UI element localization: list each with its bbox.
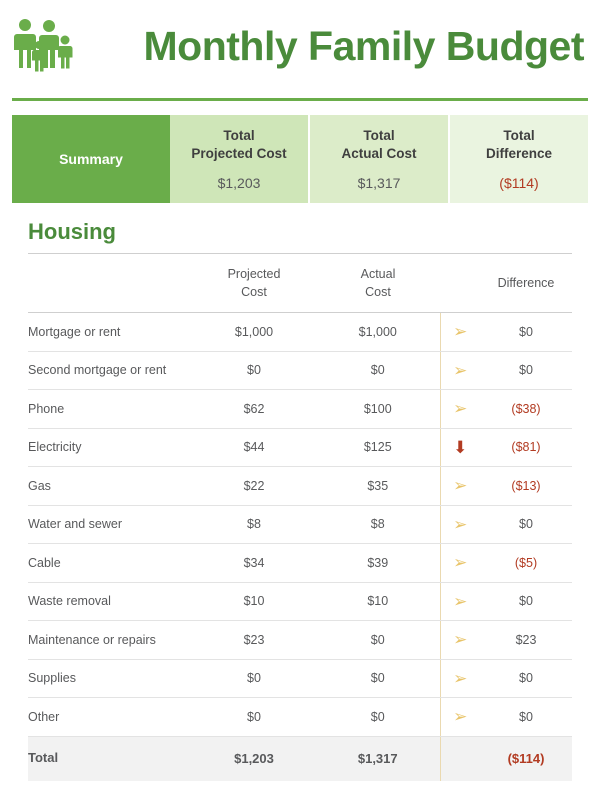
row-actual-value: $35 bbox=[316, 467, 440, 506]
total-projected-value: $1,203 bbox=[192, 736, 316, 781]
arrow-right-icon: ➢ bbox=[440, 698, 480, 737]
header-divider bbox=[12, 98, 588, 101]
row-difference-value: ($81) bbox=[480, 428, 572, 467]
row-actual-value: $0 bbox=[316, 621, 440, 660]
total-actual-value: $1,317 bbox=[316, 736, 440, 781]
table-row bbox=[28, 544, 572, 583]
page-title: Monthly Family Budget bbox=[143, 22, 584, 69]
summary-head-line2: Difference bbox=[485, 146, 553, 162]
row-difference-value: $0 bbox=[480, 351, 572, 390]
row-item-label: Maintenance or repairs bbox=[28, 621, 192, 660]
row-item-label: Supplies bbox=[28, 659, 192, 698]
row-difference-value: ($13) bbox=[480, 467, 572, 506]
summary-total-actual-head bbox=[341, 127, 416, 163]
table-row bbox=[28, 582, 572, 621]
column-header-arrow-spacer bbox=[440, 254, 480, 313]
table-row bbox=[28, 428, 572, 467]
row-actual-value: $0 bbox=[316, 659, 440, 698]
row-item-label: Phone bbox=[28, 390, 192, 429]
arrow-down-icon: ⬇ bbox=[440, 428, 480, 467]
table-row bbox=[28, 467, 572, 506]
summary-head-line1: Total bbox=[223, 128, 255, 143]
arrow-right-icon: ➢ bbox=[440, 544, 480, 583]
summary-head-line2: Actual Cost bbox=[341, 146, 417, 162]
row-item-label: Waste removal bbox=[28, 582, 192, 621]
summary-total-difference-value: ($114) bbox=[499, 175, 539, 192]
row-projected-value: $0 bbox=[192, 659, 316, 698]
total-label: Total bbox=[28, 736, 192, 781]
summary-total-projected bbox=[170, 115, 310, 203]
row-difference-value: ($5) bbox=[480, 544, 572, 583]
summary-head-line1: Total bbox=[503, 128, 535, 143]
row-item-label: Cable bbox=[28, 544, 192, 583]
row-item-label: Water and sewer bbox=[28, 505, 192, 544]
summary-total-difference-head bbox=[486, 127, 552, 163]
row-difference-value: $0 bbox=[480, 505, 572, 544]
column-header-difference: Difference bbox=[480, 254, 572, 313]
table-row bbox=[28, 505, 572, 544]
arrow-right-icon: ➢ bbox=[440, 467, 480, 506]
column-header-item bbox=[28, 254, 192, 313]
summary-label: Summary bbox=[12, 115, 170, 203]
summary-total-actual bbox=[310, 115, 450, 203]
row-actual-value: $1,000 bbox=[316, 313, 440, 352]
table-row bbox=[28, 351, 572, 390]
arrow-right-icon: ➢ bbox=[440, 390, 480, 429]
column-header-projected-line1: Projected bbox=[227, 266, 281, 281]
column-header-projected bbox=[192, 254, 316, 313]
row-item-label: Mortgage or rent bbox=[28, 313, 192, 352]
total-difference-value: ($114) bbox=[480, 736, 572, 781]
row-projected-value: $10 bbox=[192, 582, 316, 621]
row-projected-value: $0 bbox=[192, 698, 316, 737]
column-header-projected-line2: Cost bbox=[241, 285, 267, 299]
row-actual-value: $125 bbox=[316, 428, 440, 467]
summary-total-difference bbox=[450, 115, 588, 203]
summary-total-projected-value: $1,203 bbox=[217, 175, 261, 192]
row-actual-value: $39 bbox=[316, 544, 440, 583]
table-header-row bbox=[28, 254, 572, 313]
row-item-label: Electricity bbox=[28, 428, 192, 467]
row-projected-value: $34 bbox=[192, 544, 316, 583]
arrow-right-icon: ➢ bbox=[440, 505, 480, 544]
row-projected-value: $22 bbox=[192, 467, 316, 506]
column-header-actual-line1: Actual bbox=[360, 266, 396, 281]
summary-head-line1: Total bbox=[363, 128, 395, 143]
row-actual-value: $8 bbox=[316, 505, 440, 544]
row-projected-value: $0 bbox=[192, 351, 316, 390]
row-projected-value: $8 bbox=[192, 505, 316, 544]
row-projected-value: $62 bbox=[192, 390, 316, 429]
row-difference-value: $0 bbox=[480, 313, 572, 352]
table-total-row bbox=[28, 736, 572, 781]
row-projected-value: $1,000 bbox=[192, 313, 316, 352]
row-item-label: Second mortgage or rent bbox=[28, 351, 192, 390]
row-difference-value: $0 bbox=[480, 659, 572, 698]
housing-table bbox=[28, 254, 572, 781]
table-row bbox=[28, 698, 572, 737]
summary-band bbox=[12, 115, 588, 203]
table-row bbox=[28, 390, 572, 429]
row-item-label: Gas bbox=[28, 467, 192, 506]
row-actual-value: $0 bbox=[316, 698, 440, 737]
page-header bbox=[0, 0, 600, 92]
row-item-label: Other bbox=[28, 698, 192, 737]
row-actual-value: $100 bbox=[316, 390, 440, 429]
summary-total-actual-value: $1,317 bbox=[357, 175, 401, 192]
table-row bbox=[28, 659, 572, 698]
row-difference-value: $0 bbox=[480, 698, 572, 737]
arrow-right-icon: ➢ bbox=[440, 621, 480, 660]
arrow-right-icon: ➢ bbox=[440, 582, 480, 621]
arrow-right-icon: ➢ bbox=[440, 659, 480, 698]
row-projected-value: $23 bbox=[192, 621, 316, 660]
family-icon bbox=[12, 15, 74, 77]
table-row bbox=[28, 313, 572, 352]
row-actual-value: $10 bbox=[316, 582, 440, 621]
arrow-right-icon: ➢ bbox=[440, 351, 480, 390]
row-actual-value: $0 bbox=[316, 351, 440, 390]
summary-total-projected-head bbox=[191, 127, 286, 163]
row-difference-value: $0 bbox=[480, 582, 572, 621]
row-difference-value: ($38) bbox=[480, 390, 572, 429]
column-header-actual bbox=[316, 254, 440, 313]
arrow-right-icon: ➢ bbox=[440, 313, 480, 352]
row-difference-value: $23 bbox=[480, 621, 572, 660]
column-header-actual-line2: Cost bbox=[365, 285, 391, 299]
section-title-housing: Housing bbox=[28, 219, 116, 244]
arrow-spacer bbox=[440, 736, 480, 781]
table-row bbox=[28, 621, 572, 660]
row-projected-value: $44 bbox=[192, 428, 316, 467]
table-body bbox=[28, 313, 572, 781]
summary-head-line2: Projected Cost bbox=[191, 146, 287, 162]
